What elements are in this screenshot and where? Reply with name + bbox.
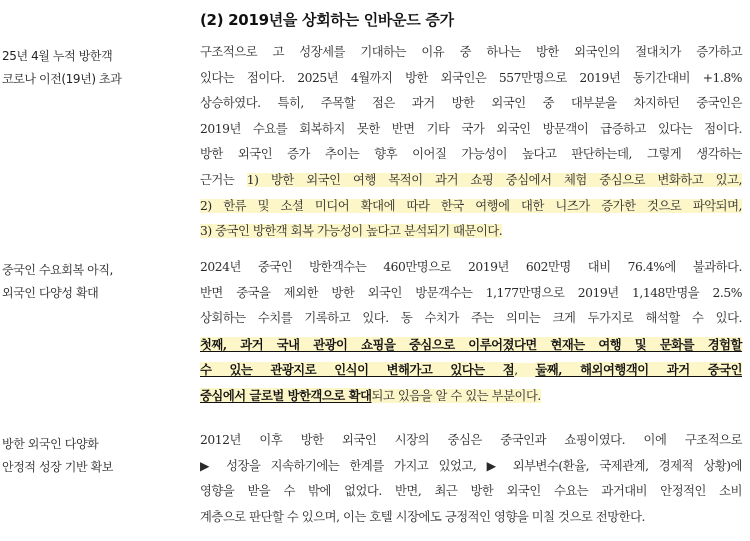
- text-line: [200, 194, 742, 220]
- highlighted-text: 3) 중국인 방한객 회복 가능성이 높다고 분석되기 때문이다.: [200, 224, 503, 239]
- side-note-line: 코로나 이전(19년) 초과: [2, 72, 122, 86]
- text-segment: 상승하였다. 특히, 주목할 점은 과거 방한 외국인 중 대부분을 차지하던 중국인은: [200, 96, 742, 111]
- section-title: (2) 2019년을 상회하는 인바운드 증가: [200, 11, 454, 29]
- side-note-inbound-exceeds-2019: [2, 45, 187, 91]
- text-line: [200, 142, 742, 168]
- text-segment: 있다는 점이다. 2025년 4월까지 방한 외국인은 557만명으로 2019년 동기간대비 +1.8%: [200, 70, 742, 85]
- text-segment: 2012년 이후 방한 외국인 시장의 중심은 중국인과 쇼핑이였다. 이에 구조적으로: [200, 433, 742, 447]
- emphasized-text: 수 있는 관광지로 인식이 변해가고 있다는 점: [200, 362, 515, 378]
- emphasized-text: 둘째, 해외여행객이 과거 중국인: [535, 362, 742, 378]
- text-line: [200, 66, 742, 92]
- paragraph-stable-growth: [200, 428, 742, 530]
- side-note-chinese-recovery: [2, 259, 187, 305]
- side-note-line: 안정적 성장 기반 확보: [2, 460, 113, 474]
- text-segment: 2024년 중국인 방한객수는 460만명으로 2019년 602만명 대비 76.4%에 불과하다.: [200, 260, 742, 274]
- text-line: [200, 91, 742, 117]
- paragraph-chinese-visitors: [200, 255, 742, 409]
- text-segment: 근거는: [200, 172, 247, 187]
- text-line: [200, 479, 742, 505]
- text-segment: 상회하는 수치를 기록하고 있다. 동 수치가 주는 의미는 크게 두가지로 해석할 수 있다.: [200, 311, 742, 326]
- text-line: [200, 428, 742, 454]
- text-line: [200, 117, 742, 143]
- paragraph-inbound-growth: [200, 40, 742, 245]
- text-segment: 2019년 수요를 회복하지 못한 반면 기타 국가 외국인 방문객이 급증하고 있다는 점이다.: [200, 121, 742, 136]
- text-line: [200, 505, 742, 531]
- emphasized-text: 첫째, 과거 국내 관광이 쇼핑을 중심으로 이루어졌다면 현재는 여행 및 문화를 경험할: [200, 336, 742, 352]
- side-note-line: 방한 외국인 다양화: [2, 437, 99, 451]
- text-line: [200, 306, 742, 332]
- text-segment: 반면 중국을 제외한 방한 외국인 방문객수는 1,177만명으로 2019년 1,148만명을 2.5%: [200, 285, 742, 300]
- text-line: [200, 357, 742, 383]
- text-line: [200, 168, 742, 194]
- side-note-line: 25년 4월 누적 방한객: [2, 49, 113, 63]
- text-segment: 영향을 받을 수 밖에 없었다. 반면, 최근 방한 외국인 수요는 과거대비 안정적인 소비: [200, 484, 742, 499]
- text-segment: 방한 외국인 증가 추이는 향후 이어질 가능성이 높다고 판단하는데, 그렇게 생각하는: [200, 147, 742, 162]
- text-line: [200, 454, 742, 480]
- emphasized-text: 중심에서 글로벌 방한객으로 확대: [200, 387, 372, 403]
- text-line: [200, 40, 742, 66]
- text-line: [200, 383, 742, 409]
- text-line: [200, 332, 742, 358]
- side-note-line: 외국인 다양성 확대: [2, 286, 99, 300]
- text-line: [200, 255, 742, 281]
- highlighted-text: 1) 방한 외국인 여행 목적이 과거 쇼핑 중심에서 체험 중심으로 변화하고 있고,: [246, 172, 743, 187]
- highlighted-text: 되고 있음을 알 수 있는 부분이다.: [371, 388, 541, 403]
- text-segment: 구조적으로 고 성장세를 기대하는 이유 중 하나는 방한 외국인의 절대치가 증가하고: [200, 45, 742, 59]
- highlighted-text: ,: [514, 363, 536, 378]
- text-line: [200, 281, 742, 307]
- text-segment: ▶ 성장을 지속하기에는 한계를 가지고 있었고, ▶ 외부변수(환율, 국제관계, 경제적 상황)에: [200, 458, 742, 473]
- text-line: [200, 219, 742, 245]
- side-note-line: 중국인 수요회복 아직,: [2, 263, 113, 277]
- highlighted-text: 2) 한류 및 소셜 미디어 확대에 따라 한국 여행에 대한 니즈가 증가한 것으로 파악되며,: [200, 198, 742, 213]
- side-note-stable-growth: [2, 433, 187, 479]
- text-segment: 계층으로 판단할 수 있으며, 이는 호텔 시장에도 긍정적인 영향을 미칠 것으로 전망한다.: [200, 509, 645, 524]
